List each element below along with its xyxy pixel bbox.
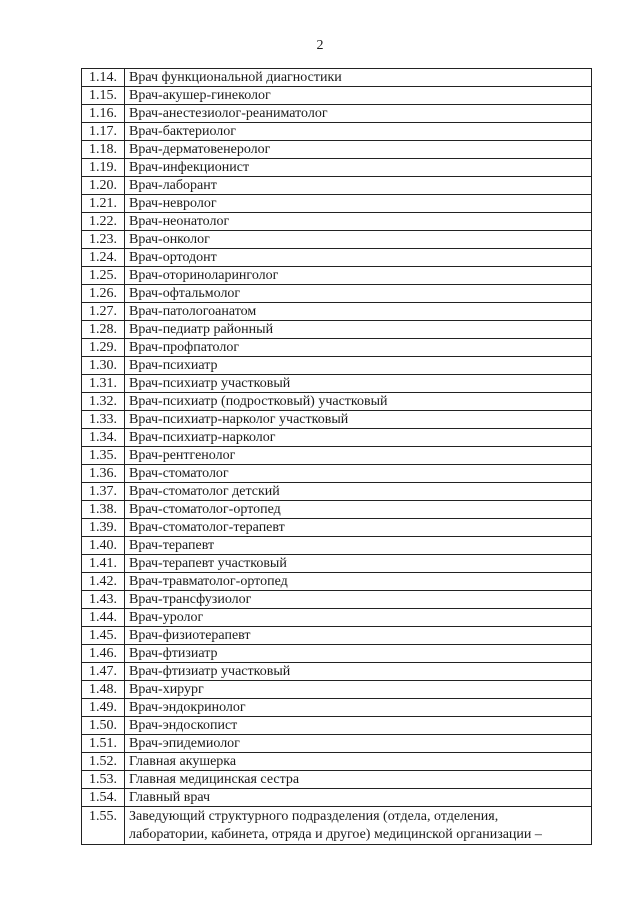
row-number: 1.36. (82, 465, 125, 483)
row-position-title: Врач-акушер-гинеколог (125, 87, 592, 105)
table-row (82, 537, 592, 555)
table-row (82, 573, 592, 591)
row-position-title: Врач-травматолог-ортопед (125, 573, 592, 591)
row-position-title: Врач-дерматовенеролог (125, 141, 592, 159)
table-row (82, 141, 592, 159)
row-number: 1.34. (82, 429, 125, 447)
row-position-title: Врач-педиатр районный (125, 321, 592, 339)
table-row (82, 519, 592, 537)
row-position-title: Врач-рентгенолог (125, 447, 592, 465)
table-row (82, 465, 592, 483)
row-text-line: Заведующий структурного подразделения (отдела, отделения, (129, 809, 499, 824)
table-row (82, 447, 592, 465)
row-position-title: Врач-терапевт (125, 537, 592, 555)
table-row (82, 591, 592, 609)
row-number: 1.22. (82, 213, 125, 231)
row-position-title: Врач-психиатр (125, 357, 592, 375)
row-number: 1.14. (82, 69, 125, 87)
row-number: 1.48. (82, 681, 125, 699)
row-number: 1.53. (82, 771, 125, 789)
row-position-title: Врач-фтизиатр участковый (125, 663, 592, 681)
table-row (82, 69, 592, 87)
table-row (82, 609, 592, 627)
table-row (82, 645, 592, 663)
table-row (82, 627, 592, 645)
row-position-title: Врач-бактериолог (125, 123, 592, 141)
row-number: 1.27. (82, 303, 125, 321)
row-number: 1.41. (82, 555, 125, 573)
row-position-title: Врач-эндокринолог (125, 699, 592, 717)
row-number: 1.46. (82, 645, 125, 663)
row-position-title: Врач-стоматолог (125, 465, 592, 483)
table-row (82, 501, 592, 519)
table-row (82, 717, 592, 735)
table-row (82, 555, 592, 573)
row-number: 1.44. (82, 609, 125, 627)
row-number: 1.24. (82, 249, 125, 267)
row-position-title: Врач-фтизиатр (125, 645, 592, 663)
table-row (82, 735, 592, 753)
row-number: 1.38. (82, 501, 125, 519)
row-position-title: Врач-лаборант (125, 177, 592, 195)
row-number: 1.33. (82, 411, 125, 429)
row-number: 1.45. (82, 627, 125, 645)
row-number: 1.43. (82, 591, 125, 609)
row-number: 1.30. (82, 357, 125, 375)
table-row (82, 375, 592, 393)
table-row (82, 213, 592, 231)
table-row (82, 303, 592, 321)
row-position-title: Врач-эпидемиолог (125, 735, 592, 753)
row-number: 1.50. (82, 717, 125, 735)
row-number: 1.16. (82, 105, 125, 123)
row-number: 1.18. (82, 141, 125, 159)
table-row (82, 393, 592, 411)
row-number: 1.37. (82, 483, 125, 501)
row-position-title: Врач-трансфузиолог (125, 591, 592, 609)
row-position-title: Врач-ортодонт (125, 249, 592, 267)
row-number: 1.20. (82, 177, 125, 195)
table-row (82, 159, 592, 177)
row-position-title: Врач-терапевт участковый (125, 555, 592, 573)
row-number: 1.51. (82, 735, 125, 753)
row-number: 1.54. (82, 789, 125, 807)
row-number: 1.23. (82, 231, 125, 249)
table-row (82, 753, 592, 771)
row-number: 1.55. (82, 807, 125, 845)
row-position-title: Врач-инфекционист (125, 159, 592, 177)
table-row (82, 429, 592, 447)
row-number: 1.32. (82, 393, 125, 411)
table-row (82, 357, 592, 375)
table-row (82, 699, 592, 717)
row-number: 1.21. (82, 195, 125, 213)
row-position-title: Врач-хирург (125, 681, 592, 699)
row-position-title: Врач-стоматолог детский (125, 483, 592, 501)
row-position-title: Врач-психиатр (подростковый) участковый (125, 393, 592, 411)
row-number: 1.15. (82, 87, 125, 105)
row-position-title: Врач-эндоскопист (125, 717, 592, 735)
row-number: 1.52. (82, 753, 125, 771)
row-position-title (125, 807, 592, 845)
positions-table (81, 68, 592, 845)
table-row (82, 771, 592, 789)
row-position-title: Врач-онколог (125, 231, 592, 249)
row-position-title: Врач-стоматолог-ортопед (125, 501, 592, 519)
row-position-title: Врач-уролог (125, 609, 592, 627)
row-number: 1.31. (82, 375, 125, 393)
row-position-title: Врач-профпатолог (125, 339, 592, 357)
row-position-title: Врач функциональной диагностики (125, 69, 592, 87)
row-position-title: Врач-психиатр-нарколог (125, 429, 592, 447)
table-row (82, 105, 592, 123)
table-row (82, 231, 592, 249)
row-position-title: Врач-стоматолог-терапевт (125, 519, 592, 537)
row-number: 1.28. (82, 321, 125, 339)
row-position-title: Врач-офтальмолог (125, 285, 592, 303)
page-number: 2 (316, 38, 324, 53)
row-position-title: Врач-неонатолог (125, 213, 592, 231)
row-position-title: Врач-психиатр-нарколог участковый (125, 411, 592, 429)
table-row (82, 123, 592, 141)
table-row (82, 483, 592, 501)
table-row (82, 681, 592, 699)
table-row (82, 339, 592, 357)
row-number: 1.49. (82, 699, 125, 717)
row-number: 1.26. (82, 285, 125, 303)
table-row (82, 285, 592, 303)
row-position-title: Врач-патологоанатом (125, 303, 592, 321)
row-number: 1.17. (82, 123, 125, 141)
table-row (82, 267, 592, 285)
row-position-title: Главная медицинская сестра (125, 771, 592, 789)
row-number: 1.25. (82, 267, 125, 285)
row-number: 1.39. (82, 519, 125, 537)
row-number: 1.47. (82, 663, 125, 681)
table-row (82, 663, 592, 681)
row-position-title: Врач-оториноларинголог (125, 267, 592, 285)
row-text-line: лаборатории, кабинета, отряда и другое) медицинской организации – (129, 827, 542, 842)
table-row (82, 87, 592, 105)
row-number: 1.29. (82, 339, 125, 357)
table-row (82, 411, 592, 429)
row-position-title: Главная акушерка (125, 753, 592, 771)
table-row (82, 195, 592, 213)
row-position-title: Врач-невролог (125, 195, 592, 213)
row-position-title: Главный врач (125, 789, 592, 807)
row-number: 1.35. (82, 447, 125, 465)
table-row (82, 321, 592, 339)
table-row (82, 789, 592, 807)
row-number: 1.19. (82, 159, 125, 177)
table-row (82, 177, 592, 195)
row-position-title: Врач-физиотерапевт (125, 627, 592, 645)
row-position-title: Врач-анестезиолог-реаниматолог (125, 105, 592, 123)
row-position-title: Врач-психиатр участковый (125, 375, 592, 393)
row-number: 1.42. (82, 573, 125, 591)
table-row (82, 807, 592, 845)
row-number: 1.40. (82, 537, 125, 555)
table-row (82, 249, 592, 267)
